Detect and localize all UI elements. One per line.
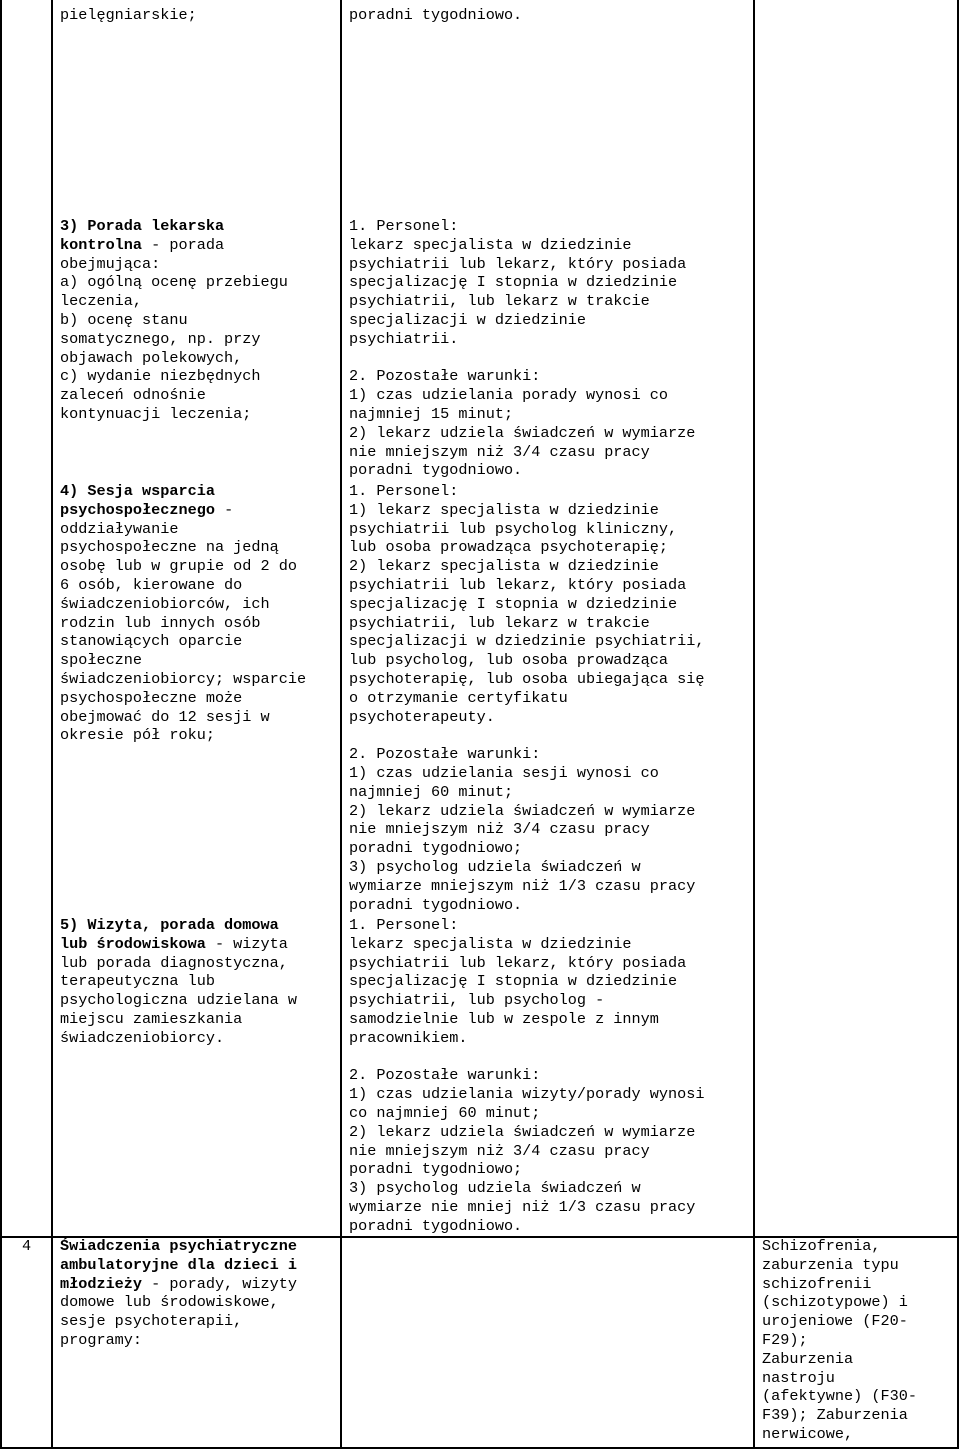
text-line — [60, 273, 288, 292]
text-line: (afektywne) (F30- — [762, 1387, 917, 1406]
text-line: co najmniej 60 minut; — [349, 1103, 541, 1122]
text-line: poradni tygodniowo. — [349, 895, 523, 914]
text-line — [349, 349, 695, 368]
plain-text: objawach polekowych, — [60, 348, 243, 367]
plain-text: leczenia, — [60, 292, 143, 311]
text-line: 3) psycholog udziela świadczeń w — [349, 857, 641, 876]
text-line: Schizofrenia, — [762, 1237, 881, 1255]
text-line: o otrzymanie certyfikatu — [349, 688, 568, 707]
text-line — [60, 1010, 297, 1029]
plain-text: somatycznego, np. przy — [60, 329, 261, 348]
plain-text: osobę lub w grupie od 2 do — [60, 557, 297, 576]
text-line: (schizotypowe) i — [762, 1293, 908, 1312]
text-line: specjalizację I stopnia w dziedzinie — [349, 594, 678, 613]
bold-text: młodzieży — [60, 1274, 143, 1293]
bold-text: 5) Wizyta, porada domowa — [60, 916, 279, 934]
plain-text: oddziaływanie — [60, 519, 179, 538]
text-line: 1) czas udzielania wizyty/porady wynosi — [349, 1085, 705, 1104]
text-line — [60, 330, 288, 349]
text-line — [60, 954, 297, 973]
text-line: 2) lekarz udziela świadczeń w wymiarze — [349, 801, 696, 820]
text-line — [60, 614, 306, 633]
text-line — [60, 726, 306, 745]
text-line — [60, 1331, 297, 1350]
text-line — [60, 538, 306, 557]
text-line: poradni tygodniowo; — [349, 839, 523, 858]
text-line: 1. Personel: — [349, 217, 459, 235]
text-line — [60, 386, 288, 405]
text-line — [60, 311, 288, 330]
text-line: nastroju — [762, 1368, 835, 1387]
text-line: 2. Pozostałe warunki: — [349, 745, 541, 764]
table-border-col1 — [51, 0, 53, 1448]
bold-text: ambulatoryjne dla dzieci i — [60, 1255, 297, 1274]
plain-text: świadczeniobiorców, ich — [60, 594, 270, 613]
bold-text: Świadczenia psychiatryczne — [60, 1237, 297, 1255]
plain-text: - — [214, 500, 234, 519]
plain-text: miejscu zamieszkania — [60, 1009, 243, 1028]
plain-text: a) ogólną ocenę przebiegu — [60, 273, 288, 292]
plain-text: sesje psychoterapii, — [60, 1312, 243, 1331]
row4-description — [60, 482, 306, 745]
plain-text: - porada — [142, 235, 225, 254]
text-line — [349, 1048, 704, 1067]
text-line — [60, 595, 306, 614]
text-line — [60, 255, 288, 274]
plain-text: lub porada diagnostyczna, — [60, 953, 288, 972]
plain-text: - wizyta — [205, 934, 288, 953]
text-line: specjalizację I stopnia w dziedzinie — [349, 273, 678, 292]
text-line: psychiatrii, lub lekarz w trakcie — [349, 292, 650, 311]
text-line: psychiatrii, lub lekarz w trakcie — [349, 613, 650, 632]
table-border-left — [0, 0, 2, 1448]
text-line — [60, 1237, 297, 1256]
row5-description — [60, 916, 297, 1048]
text-line: 1. Personel: — [349, 916, 459, 934]
text-line: pracownikiem. — [349, 1028, 468, 1047]
text-line: lub osoba prowadząca psychoterapię; — [349, 538, 668, 557]
text-line — [60, 991, 297, 1010]
text-line — [60, 576, 306, 595]
text-line: poradni tygodniowo. — [349, 1216, 523, 1235]
main-row-description — [60, 1237, 297, 1350]
text-line — [60, 367, 288, 386]
text-line: lekarz specjalista w dziedzinie — [349, 235, 632, 254]
text-line: F29); — [762, 1330, 808, 1349]
text-line: psychiatrii, lub psycholog - — [349, 991, 605, 1010]
table-border-col3 — [753, 0, 755, 1448]
text-line — [60, 1275, 297, 1294]
text-line — [60, 292, 288, 311]
text-line — [349, 726, 704, 745]
top-row-col2-text: pielęgniarskie; — [60, 6, 197, 24]
text-line: 2. Pozostałe warunki: — [349, 367, 541, 386]
text-line: wymiarze nie mniej niż 1/3 czasu pracy — [349, 1197, 696, 1216]
plain-text: stanowiących oparcie — [60, 632, 243, 651]
text-line: nerwicowe, — [762, 1424, 854, 1443]
text-line — [60, 708, 306, 727]
text-line — [60, 501, 306, 520]
plain-text: świadczeniobiorcy. — [60, 1028, 225, 1047]
text-line: 1) czas udzielania sesji wynosi co — [349, 763, 659, 782]
text-line: 1. Personel: — [349, 482, 459, 500]
row4-requirements — [349, 482, 704, 914]
plain-text: psychospołeczne na jedną — [60, 538, 279, 557]
text-line — [60, 935, 297, 954]
text-line: 2) lekarz udziela świadczeń w wymiarze — [349, 1122, 696, 1141]
main-row-diagnoses — [762, 1237, 917, 1444]
table-border-col2 — [340, 0, 342, 1448]
plain-text: terapeutyczna lub — [60, 972, 215, 991]
top-row-col3-text: poradni tygodniowo. — [349, 6, 523, 24]
text-line: psychiatrii lub psycholog kliniczny, — [349, 519, 678, 538]
text-line: lekarz specjalista w dziedzinie — [349, 934, 632, 953]
text-line: 3) psycholog udziela świadczeń w — [349, 1179, 641, 1198]
bold-text: lub środowiskowa — [60, 934, 206, 953]
text-line: psychiatrii. — [349, 329, 459, 348]
text-line — [60, 972, 297, 991]
text-line: Zaburzenia — [762, 1349, 854, 1368]
text-line: nie mniejszym niż 3/4 czasu pracy — [349, 1141, 650, 1160]
text-line — [60, 670, 306, 689]
text-line: 2. Pozostałe warunki: — [349, 1066, 541, 1085]
text-line: urojeniowe (F20- — [762, 1312, 908, 1331]
plain-text: - porady, wizyty — [142, 1274, 297, 1293]
main-row-number: 4 — [22, 1237, 32, 1255]
text-line — [60, 1029, 297, 1048]
text-line: psychoterapię, lub osoba ubiegająca się — [349, 669, 705, 688]
plain-text: obejmująca: — [60, 254, 161, 273]
text-line: poradni tygodniowo. — [349, 461, 523, 480]
text-line — [60, 651, 306, 670]
bold-text: psychospołecznego — [60, 500, 215, 519]
table-border-bottom — [0, 1447, 959, 1449]
text-line — [60, 632, 306, 651]
plain-text: okresie pół roku; — [60, 726, 215, 745]
bold-text: 3) Porada lekarska — [60, 217, 225, 235]
plain-text: świadczeniobiorcy; wsparcie — [60, 669, 307, 688]
text-line: poradni tygodniowo; — [349, 1160, 523, 1179]
text-line — [60, 217, 288, 236]
row3-requirements — [349, 217, 695, 480]
text-line — [60, 916, 297, 935]
text-line: psychiatrii lub lekarz, który posiada — [349, 953, 687, 972]
bold-text: kontrolna — [60, 235, 143, 254]
plain-text: b) ocenę stanu — [60, 310, 188, 329]
plain-text: c) wydanie niezbędnych — [60, 367, 261, 386]
text-line: samodzielnie lub w zespole z innym — [349, 1009, 659, 1028]
text-line: wymiarze mniejszym niż 1/3 czasu pracy — [349, 876, 696, 895]
text-line: F39); Zaburzenia — [762, 1406, 908, 1425]
plain-text: obejmować do 12 sesji w — [60, 707, 270, 726]
plain-text: psychospołeczne może — [60, 688, 243, 707]
text-line — [60, 1312, 297, 1331]
text-line: zaburzenia typu — [762, 1255, 899, 1274]
text-line: schizofrenii — [762, 1274, 872, 1293]
bold-text: 4) Sesja wsparcia — [60, 482, 215, 500]
text-line: psychiatrii lub lekarz, który posiada — [349, 254, 687, 273]
row5-requirements — [349, 916, 704, 1236]
plain-text: 6 osób, kierowane do — [60, 575, 243, 594]
text-line: nie mniejszym niż 3/4 czasu pracy — [349, 442, 650, 461]
text-line: 1) czas udzielania porady wynosi co — [349, 386, 668, 405]
text-line: nie mniejszym niż 3/4 czasu pracy — [349, 820, 650, 839]
plain-text: kontynuacji leczenia; — [60, 404, 252, 423]
text-line — [60, 557, 306, 576]
text-line — [60, 689, 306, 708]
text-line: specjalizację I stopnia w dziedzinie — [349, 972, 678, 991]
text-line — [60, 1256, 297, 1275]
text-line: lub psycholog, lub osoba prowadząca — [349, 651, 668, 670]
text-line — [60, 1293, 297, 1312]
text-line: 1) lekarz specjalista w dziedzinie — [349, 500, 659, 519]
plain-text: psychologiczna udzielana w — [60, 991, 297, 1010]
text-line — [60, 236, 288, 255]
plain-text: domowe lub środowiskowe, — [60, 1293, 279, 1312]
text-line: najmniej 60 minut; — [349, 782, 514, 801]
table-border-right — [957, 0, 959, 1448]
text-line: psychiatrii lub lekarz, który posiada — [349, 575, 687, 594]
text-line: specjalizacji w dziedzinie — [349, 310, 586, 329]
plain-text: rodzin lub innych osób — [60, 613, 261, 632]
text-line: 2) lekarz specjalista w dziedzinie — [349, 557, 659, 576]
text-line — [60, 405, 288, 424]
text-line: psychoterapeuty. — [349, 707, 495, 726]
plain-text: programy: — [60, 1330, 143, 1349]
plain-text: społeczne — [60, 651, 143, 670]
row3-description — [60, 217, 288, 424]
text-line — [60, 520, 306, 539]
text-line — [60, 482, 306, 501]
text-line: specjalizacji w dziedzinie psychiatrii, — [349, 632, 705, 651]
text-line: 2) lekarz udziela świadczeń w wymiarze — [349, 423, 696, 442]
text-line — [60, 349, 288, 368]
plain-text: zaleceń odnośnie — [60, 386, 206, 405]
text-line: najmniej 15 minut; — [349, 404, 514, 423]
